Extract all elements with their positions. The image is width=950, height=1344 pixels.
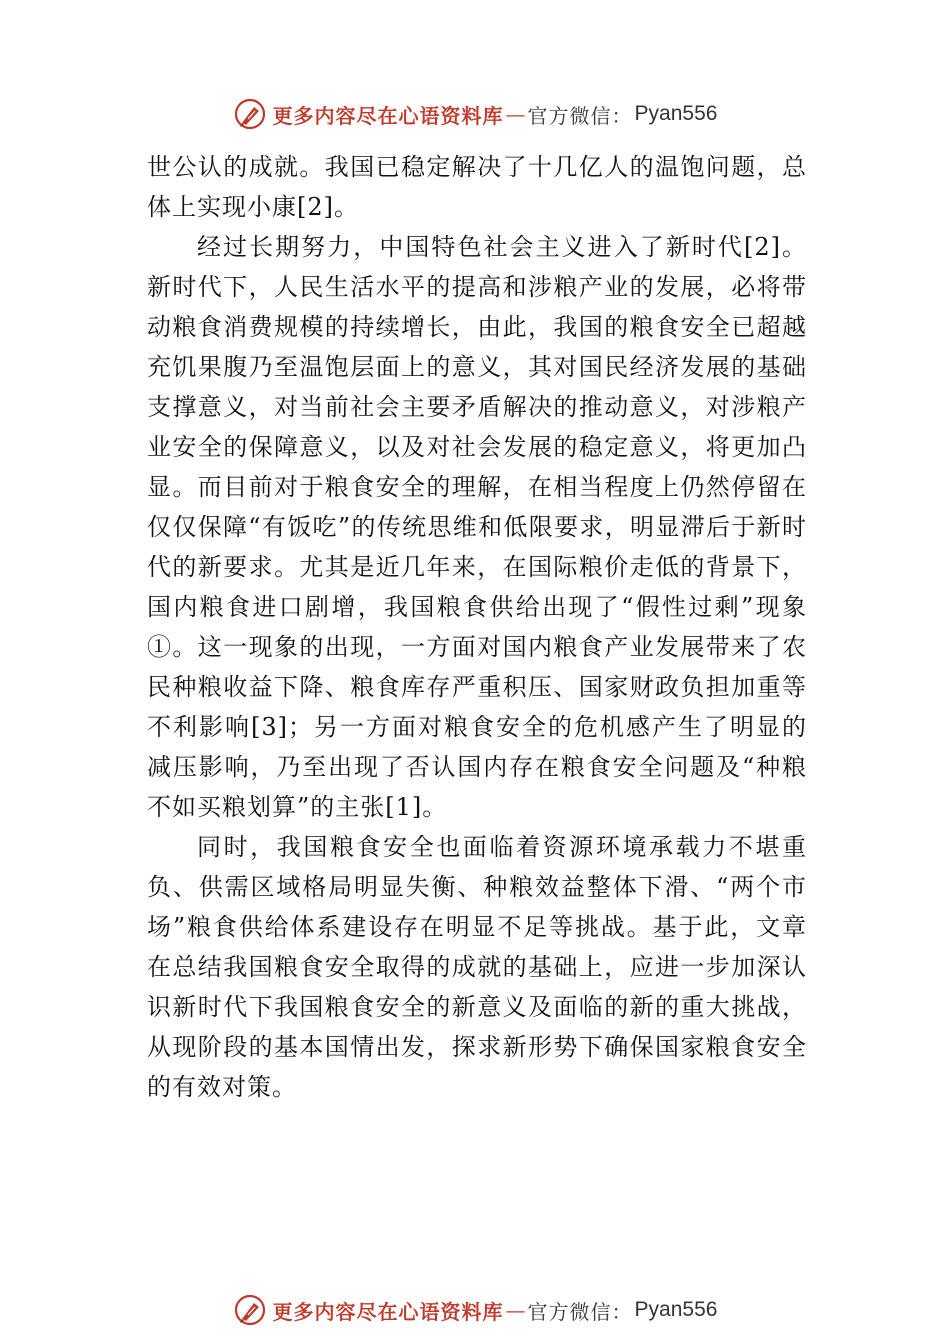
banner-wechat-label: 官方微信：	[527, 1299, 633, 1324]
banner-wechat-id: Pyan556	[634, 1298, 718, 1321]
pen-nib-logo-icon	[233, 1293, 267, 1327]
banner-wechat-label: 官方微信：	[527, 103, 633, 128]
document-body	[147, 147, 807, 1107]
header-banner	[0, 94, 950, 134]
footer-banner	[0, 1290, 950, 1330]
banner-separator: —	[505, 1298, 526, 1322]
paragraph-continuation: 世公认的成就。我国已稳定解决了十几亿人的温饱问题，总体上实现小康[2]。	[147, 153, 807, 221]
banner-main-text: 更多内容尽在心语资料库	[272, 103, 504, 128]
pen-nib-logo-icon	[233, 97, 267, 131]
paragraph: 同时，我国粮食安全也面临着资源环境承载力不堪重负、供需区域格局明显失衡、种粮效益整体下滑、“两个市场”粮食供给体系建设存在明显不足等挑战。基于此，文章在总结我国粮食安全取得的成就的基础上，应进一步加深认识新时代下我国粮食安全的新意义及面临的新的重大挑战，从现阶段的基本国情出发，探求新形势下确保国家粮食安全的有效对策。	[147, 833, 807, 1101]
banner-wechat-id: Pyan556	[634, 102, 718, 125]
banner-main-text: 更多内容尽在心语资料库	[272, 1299, 504, 1324]
banner-separator: —	[505, 102, 526, 126]
paragraph: 经过长期努力，中国特色社会主义进入了新时代[2]。新时代下，人民生活水平的提高和涉粮产业的发展，必将带动粮食消费规模的持续增长，由此，我国的粮食安全已超越充饥果腹乃至温饱层面上的意义，其对国民经济发展的基础支撑意义，对当前社会主要矛盾解决的推动意义，对涉粮产业安全的保障意义，以及对社会发展的稳定意义，将更加凸显。而目前对于粮食安全的理解，在相当程度上仍然停留在仅仅保障“有饭吃”的传统思维和低限要求，明显滞后于新时代的新要求。尤其是近几年来，在国际粮价走低的背景下，国内粮食进口剧增，我国粮食供给出现了“假性过剩”现象①。这一现象的出现，一方面对国内粮食产业发展带来了农民种粮收益下降、粮食库存严重积压、国家财政负担加重等不利影响[3]；另一方面对粮食安全的危机感产生了明显的减压影响，乃至出现了否认国内存在粮食安全问题及“种粮不如买粮划算”的主张[1]。	[147, 233, 807, 821]
